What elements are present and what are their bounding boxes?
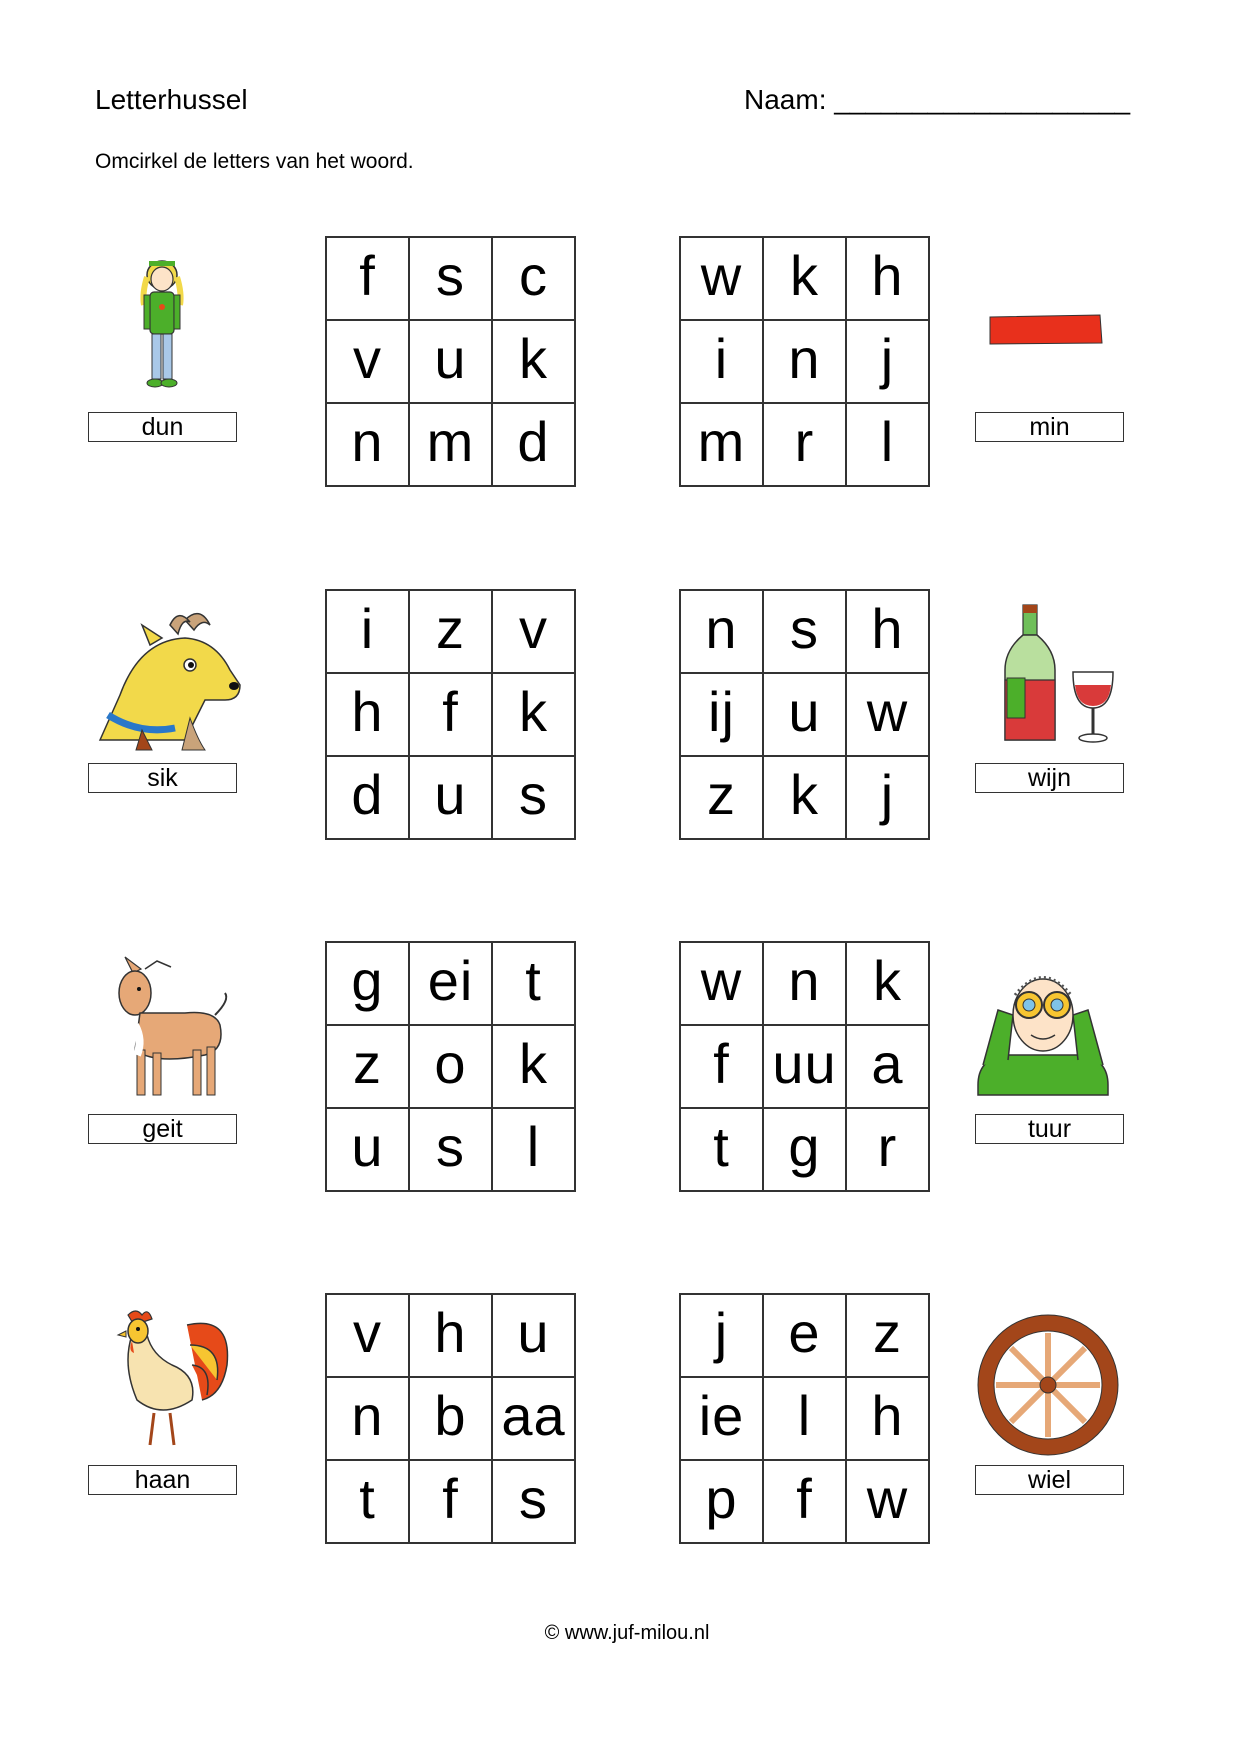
letter-cell[interactable]: j [846, 320, 929, 403]
letter-cell[interactable]: f [326, 237, 409, 320]
letter-cell[interactable]: h [326, 673, 409, 756]
letter-cell[interactable]: u [492, 1294, 575, 1377]
letter-cell[interactable]: a [846, 1025, 929, 1108]
letter-cell[interactable]: k [763, 237, 846, 320]
girl-icon [82, 245, 242, 405]
letter-cell[interactable]: ij [680, 673, 763, 756]
letter-cell[interactable]: t [492, 942, 575, 1025]
letter-grid [679, 1293, 930, 1544]
letter-cell[interactable]: p [680, 1460, 763, 1543]
wheel-icon [968, 1305, 1128, 1465]
letter-cell[interactable]: s [492, 1460, 575, 1543]
letter-cell[interactable]: n [326, 403, 409, 486]
letter-cell[interactable]: o [409, 1025, 492, 1108]
letter-cell[interactable]: i [680, 320, 763, 403]
letter-cell[interactable]: c [492, 237, 575, 320]
letter-cell[interactable]: h [846, 590, 929, 673]
letter-cell[interactable]: l [492, 1108, 575, 1191]
word-label: geit [88, 1114, 237, 1144]
letter-cell[interactable]: u [409, 756, 492, 839]
goat-icon [95, 955, 255, 1115]
letter-cell[interactable]: j [846, 756, 929, 839]
letter-cell[interactable]: m [409, 403, 492, 486]
letter-grid [325, 941, 576, 1192]
word-label: min [975, 412, 1124, 442]
letter-cell[interactable]: f [680, 1025, 763, 1108]
letter-cell[interactable]: h [846, 237, 929, 320]
letter-cell[interactable]: s [763, 590, 846, 673]
letter-cell[interactable]: z [846, 1294, 929, 1377]
letter-cell[interactable]: h [409, 1294, 492, 1377]
letter-cell[interactable]: k [763, 756, 846, 839]
letter-cell[interactable]: f [409, 1460, 492, 1543]
letter-cell[interactable]: u [326, 1108, 409, 1191]
letter-cell[interactable]: n [326, 1377, 409, 1460]
letter-cell[interactable]: u [409, 320, 492, 403]
letter-cell[interactable]: e [763, 1294, 846, 1377]
letter-cell[interactable]: n [763, 320, 846, 403]
letter-cell[interactable]: r [846, 1108, 929, 1191]
goat-head-icon [90, 600, 250, 760]
letter-cell[interactable]: r [763, 403, 846, 486]
letter-cell[interactable]: t [326, 1460, 409, 1543]
letter-cell[interactable]: b [409, 1377, 492, 1460]
word-label: wiel [975, 1465, 1124, 1495]
letter-cell[interactable]: n [680, 590, 763, 673]
minus-icon [968, 245, 1128, 405]
letter-cell[interactable]: f [409, 673, 492, 756]
letter-cell[interactable]: k [492, 673, 575, 756]
letter-cell[interactable]: i [326, 590, 409, 673]
letter-cell[interactable]: s [492, 756, 575, 839]
word-label: dun [88, 412, 237, 442]
word-label: wijn [975, 763, 1124, 793]
letter-cell[interactable]: g [326, 942, 409, 1025]
letter-cell[interactable]: z [409, 590, 492, 673]
letter-cell[interactable]: m [680, 403, 763, 486]
letter-grid [325, 236, 576, 487]
letter-cell[interactable]: w [846, 1460, 929, 1543]
word-label: tuur [975, 1114, 1124, 1144]
instruction-text: Omcirkel de letters van het woord. [95, 150, 414, 173]
letter-grid [679, 236, 930, 487]
letter-cell[interactable]: ei [409, 942, 492, 1025]
letter-cell[interactable]: v [326, 320, 409, 403]
letter-cell[interactable]: w [680, 942, 763, 1025]
name-field-label: Naam: ___________________ [744, 84, 1131, 115]
letter-cell[interactable]: z [680, 756, 763, 839]
letter-cell[interactable]: d [326, 756, 409, 839]
letter-cell[interactable]: k [846, 942, 929, 1025]
letter-cell[interactable]: g [763, 1108, 846, 1191]
letter-cell[interactable]: j [680, 1294, 763, 1377]
letter-cell[interactable]: l [763, 1377, 846, 1460]
letter-cell[interactable]: ie [680, 1377, 763, 1460]
letter-cell[interactable]: v [492, 590, 575, 673]
letter-cell[interactable]: n [763, 942, 846, 1025]
letter-cell[interactable]: w [846, 673, 929, 756]
worksheet-title: Letterhussel [95, 84, 248, 115]
letter-cell[interactable]: s [409, 1108, 492, 1191]
letter-cell[interactable]: uu [763, 1025, 846, 1108]
letter-grid [679, 589, 930, 840]
letter-cell[interactable]: u [763, 673, 846, 756]
letter-cell[interactable]: l [846, 403, 929, 486]
letter-cell[interactable]: f [763, 1460, 846, 1543]
rooster-icon [92, 1305, 252, 1465]
letter-cell[interactable]: k [492, 1025, 575, 1108]
letter-grid [325, 1293, 576, 1544]
letter-cell[interactable]: h [846, 1377, 929, 1460]
letter-cell[interactable]: s [409, 237, 492, 320]
binoculars-boy-icon [963, 955, 1123, 1115]
letter-cell[interactable]: aa [492, 1377, 575, 1460]
letter-cell[interactable]: w [680, 237, 763, 320]
letter-cell[interactable]: d [492, 403, 575, 486]
letter-cell[interactable]: v [326, 1294, 409, 1377]
letter-cell[interactable]: k [492, 320, 575, 403]
letter-cell[interactable]: t [680, 1108, 763, 1191]
copyright-footer: © www.juf-milou.nl [544, 1622, 710, 1644]
word-label: sik [88, 763, 237, 793]
letter-grid [325, 589, 576, 840]
letter-cell[interactable]: z [326, 1025, 409, 1108]
word-label: haan [88, 1465, 237, 1495]
letter-grid [679, 941, 930, 1192]
wine-icon [985, 600, 1145, 760]
